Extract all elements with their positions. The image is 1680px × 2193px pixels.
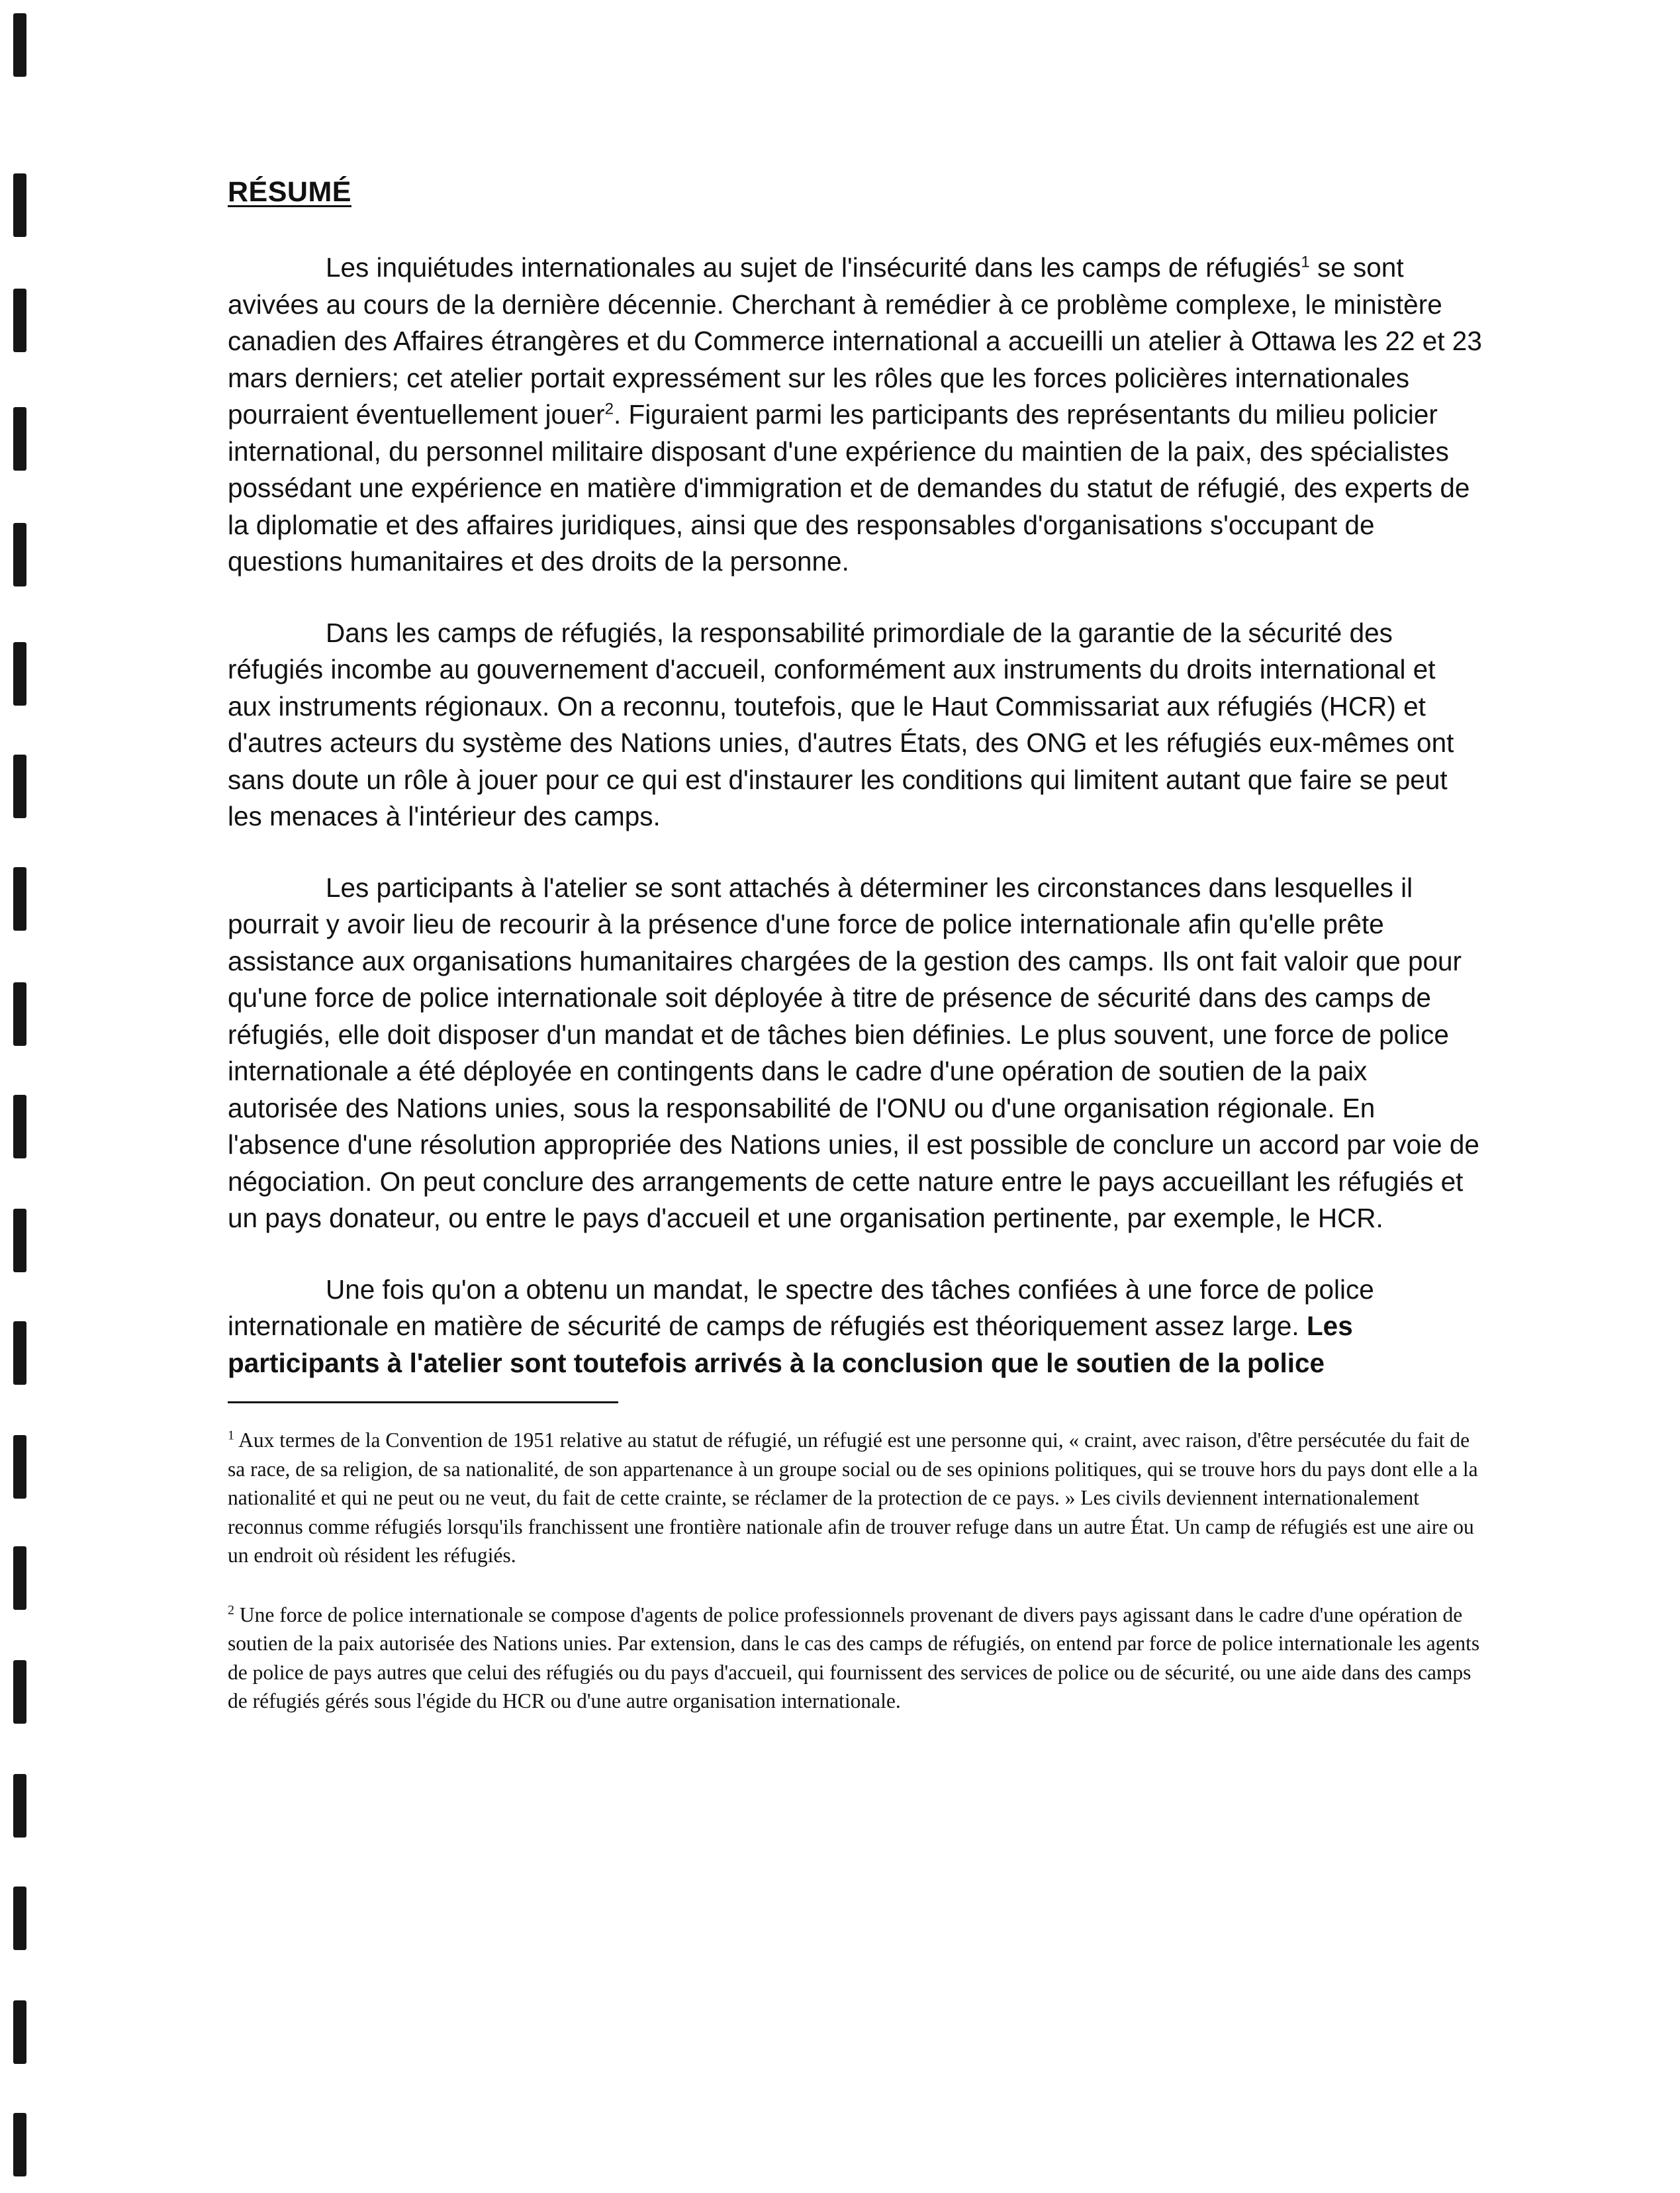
binder-hole	[13, 1095, 26, 1158]
binder-hole	[13, 1887, 26, 1950]
binder-hole	[13, 523, 26, 586]
footnote-ref-2[interactable]: 2	[604, 400, 614, 418]
paragraph-text: se sont avivées au cours de la dernière décennie. Cherchant à remédier à ce problème complexe, le ministère canadien des Affaires étrangères et du Commerce international a accueilli un atelier à Ottawa les 22 et 23 mars derniers; cet atelier portait expressément sur les rôles que les forces policières internationales pourraient éventuellement jouer	[228, 252, 1482, 430]
footnote-marker: 2	[228, 1603, 234, 1617]
binder-hole	[13, 289, 26, 352]
paragraph-text: Les inquiétudes internationales au sujet de l'insécurité dans les camps de réfugiés	[326, 252, 1301, 283]
paragraph-bold-text: Les participants à l'atelier sont toutefois arrivés à la conclusion que le soutien de la police	[228, 1311, 1353, 1378]
binder-hole	[13, 13, 26, 77]
binder-hole	[13, 982, 26, 1046]
paragraph-2: Dans les camps de réfugiés, la responsabilité primordiale de la garantie de la sécurité des réfugiés incombe au gouvernement d'accueil, conformément aux instruments du droits international et aux instruments régionaux. On a reconnu, toutefois, que le Haut Commissariat aux réfugiés (HCR) et d'autres acteurs du système des Nations unies, d'autres États, des ONG et les réfugiés eux-mêmes ont sans doute un rôle à jouer pour ce qui est d'instaurer les conditions qui limitent autant que faire se peut les menaces à l'intérieur des camps.	[228, 617, 1454, 831]
footnote-text: Aux termes de la Convention de 1951 relative au statut de réfugié, un réfugié est une personne qui, « craint, avec raison, d'être persécutée du fait de sa race, de sa religion, de sa nationalité, de son appartenance à un groupe social ou de ses opinions politiques, qui se trouve hors du pays dont elle a la nationalité et qui ne peut ou ne veut, du fait de cette crainte, se réclamer de la protection de ce pays. » Les civils deviennent internationalement reconnus comme réfugiés lorsqu'ils franchissent une frontière nationale afin de trouver refuge dans un autre État. Un camp de réfugiés est une aire ou un endroit où résident les réfugiés.	[228, 1428, 1478, 1567]
binder-hole	[13, 1209, 26, 1272]
binder-hole	[13, 2113, 26, 2176]
document-page	[228, 176, 1483, 1746]
binder-hole	[13, 407, 26, 471]
footnote-1	[228, 1426, 1483, 1570]
footnote-ref-1[interactable]: 1	[1301, 253, 1310, 271]
paragraph-1	[228, 250, 1483, 581]
binder-hole	[13, 1774, 26, 1838]
binder-hole	[13, 2000, 26, 2064]
paragraph-3: Les participants à l'atelier se sont attachés à déterminer les circonstances dans lesquelles il pourrait y avoir lieu de recourir à la présence d'une force de police internationale afin qu'elle prête assistance aux organisations humanitaires chargées de la gestion des camps. Ils ont fait valoir que pour qu'une force de police internationale soit déployée à titre de présence de sécurité dans des camps de réfugiés, elle doit disposer d'un mandat et de tâches bien définies. Le plus souvent, une force de police internationale a été déployée en contingents dans le cadre d'une opération de soutien de la paix autorisée des Nations unies, sous la responsabilité de l'ONU ou d'une organisation régionale. En l'absence d'une résolution appropriée des Nations unies, il est possible de conclure un accord par voie de négociation. On peut conclure des arrangements de cette nature entre le pays accueillant les réfugiés et un pays donateur, ou entre le pays d'accueil et une organisation pertinente, par exemple, le HCR.	[228, 872, 1479, 1233]
paragraph-text: Une fois qu'on a obtenu un mandat, le spectre des tâches confiées à une force de police internationale en matière de sécurité de camps de réfugiés est théoriquement assez large.	[228, 1274, 1374, 1341]
binder-hole	[13, 642, 26, 706]
footnote-divider	[228, 1401, 618, 1403]
binder-hole	[13, 1546, 26, 1610]
footnote-marker: 1	[228, 1428, 234, 1443]
binder-hole	[13, 1435, 26, 1499]
page-title: RÉSUMÉ	[228, 176, 351, 208]
binder-hole	[13, 173, 26, 237]
binder-hole	[13, 1660, 26, 1724]
binder-hole	[13, 755, 26, 818]
binder-hole	[13, 1321, 26, 1385]
paragraph-4	[228, 1272, 1483, 1382]
binder-holes	[9, 0, 36, 2193]
paragraph-text: . Figuraient parmi les participants des représentants du milieu policier international, du personnel militaire disposant d'une expérience du maintien de la paix, des spécialistes possédant une expérience en matière d'immigration et de demandes du statut de réfugié, des experts de la diplomatie et des affaires juridiques, ainsi que des responsables d'organisations s'occupant de questions humanitaires et des droits de la personne.	[228, 399, 1470, 577]
binder-hole	[13, 867, 26, 931]
footnote-text: Une force de police internationale se compose d'agents de police professionnels provenant de divers pays agissant dans le cadre d'une opération de soutien de la paix autorisée des Nations unies. Par extension, dans le cas des camps de réfugiés, on entend par force de police internationale les agents de police de pays autres que celui des réfugiés ou du pays d'accueil, qui fournissent des services de police ou de sécurité, ou une aide dans des camps de réfugiés gérés sous l'égide du HCR ou d'une autre organisation internationale.	[228, 1603, 1480, 1712]
footnote-2	[228, 1601, 1483, 1716]
